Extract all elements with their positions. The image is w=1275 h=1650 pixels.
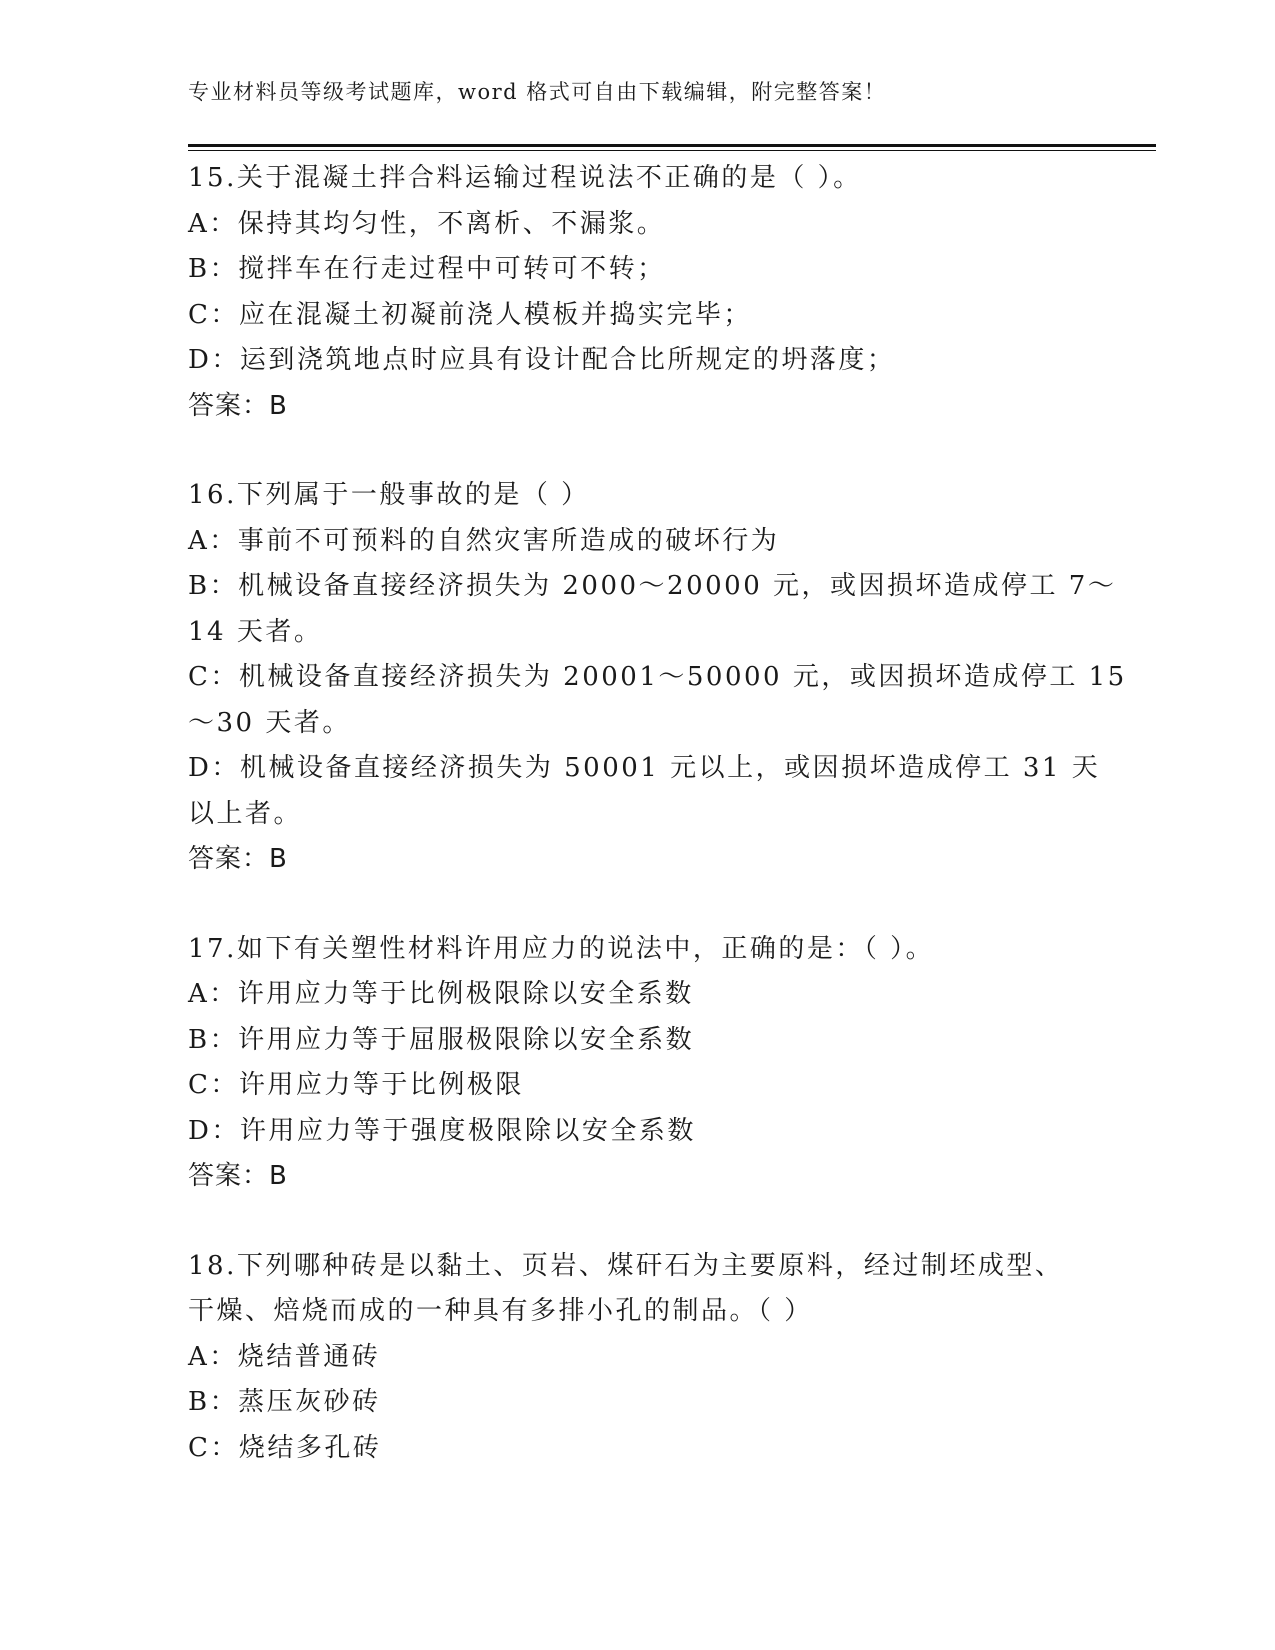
option-c: C：烧结多孔砖 [188,1432,382,1463]
option-b-continued: 14 天者。 [188,616,323,647]
option-d: D：许用应力等于强度极限除以安全系数 [188,1115,696,1146]
option-b: B：机械设备直接经济损失为 2000～20000 元，或因损坏造成停工 7～ [188,571,1117,601]
option-b: B：许用应力等于屈服极限除以安全系数 [188,1024,695,1055]
option-a: A：烧结普通砖 [188,1341,381,1372]
option-c: C：应在混凝土初凝前浇人模板并捣实完毕； [188,299,752,330]
question-list [188,156,1127,1515]
header-rule-thin [188,150,1156,151]
option-d-continued: 以上者。 [188,798,303,829]
option-d: D：机械设备直接经济损失为 50001 元以上，或因损坏造成停工 31 天 [188,753,1101,783]
question-15 [188,156,1088,429]
question-17 [188,927,1088,1200]
option-a: A：事前不可预料的自然灾害所造成的破坏行为 [188,525,780,556]
option-c-continued: ～30 天者。 [188,707,351,738]
option-c: C：许用应力等于比例极限 [188,1070,524,1100]
question-stem: 15.关于混凝土拌合料运输过程说法不正确的是（ ）。 [188,163,862,193]
question-16 [188,473,1127,883]
option-b: B：搅拌车在行走过程中可转可不转； [188,254,666,284]
page-header: 专业材料员等级考试题库，word 格式可自由下载编辑，附完整答案！ [188,80,887,104]
option-b: B：蒸压灰砂砖 [188,1387,381,1417]
question-stem: 16.下列属于一般事故的是（ ） [188,480,590,510]
question-stem: 17.如下有关塑性材料许用应力的说法中，正确的是：（ ）。 [188,933,935,964]
option-c: C：机械设备直接经济损失为 20001～50000 元，或因损坏造成停工 15 [188,662,1127,692]
answer: 答案：B [188,1161,288,1191]
option-a: A：保持其均匀性，不离析、不漏浆。 [188,208,666,239]
option-a: A：许用应力等于比例极限除以安全系数 [188,979,694,1009]
option-d: D：运到浇筑地点时应具有设计配合比所规定的坍落度； [188,345,896,375]
answer: 答案：B [188,844,288,874]
answer: 答案：B [188,390,288,421]
question-stem-continued: 干燥、焙烧而成的一种具有多排小孔的制品。（ ） [188,1296,813,1326]
question-stem: 18.下列哪种砖是以黏土、页岩、煤矸石为主要原料，经过制坯成型、 [188,1250,1064,1281]
header-rule-thick [188,144,1156,147]
question-18 [188,1244,1088,1472]
